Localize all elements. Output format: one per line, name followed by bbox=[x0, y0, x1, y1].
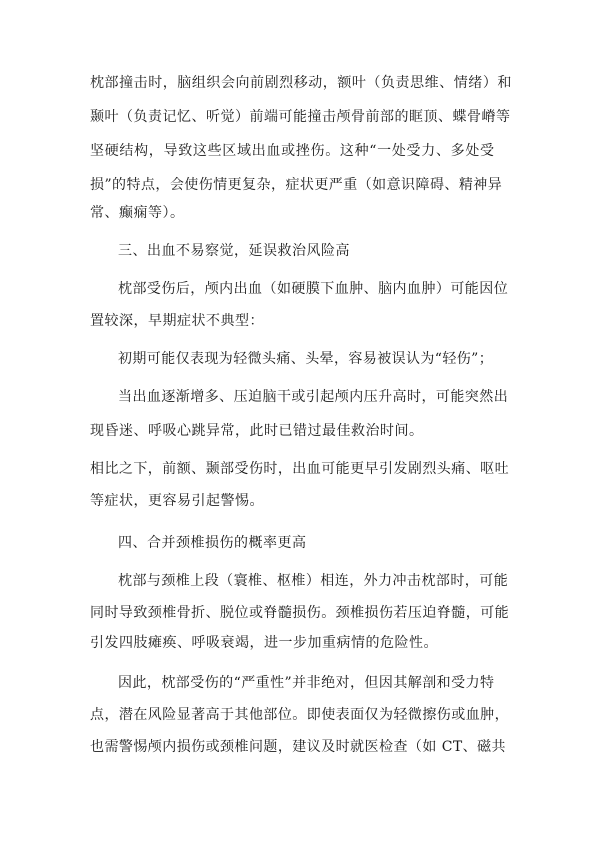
text-line: 置较深，早期症状不典型： bbox=[90, 313, 264, 329]
text-line: 初期可能仅表现为轻微头痛、头晕，容易被误认为“轻伤”； bbox=[118, 351, 494, 367]
text-line: 现昏迷、呼吸心跳异常，此时已错过最佳救治时间。 bbox=[90, 423, 424, 439]
text-line: 枕部与颈椎上段（寰椎、枢椎）相连，外力冲击枕部时，可能 bbox=[118, 573, 509, 589]
text-line: 损”的特点，会使伤情更复杂，症状更严重（如意识障碍、精神异 bbox=[90, 177, 503, 193]
text-line: 也需警惕颅内损伤或颈椎问题，建议及时就医检查（如 CT、磁共 bbox=[90, 739, 506, 755]
text-line: 枕部受伤后，颅内出血（如硬膜下血肿、脑内血肿）可能因位 bbox=[118, 281, 509, 297]
text-line: 引发四肢瘫痪、呼吸衰竭，进一步加重病情的危险性。 bbox=[90, 635, 438, 651]
text-line: 枕部撞击时，脑组织会向前剧烈移动，额叶（负责思维、情绪）和 bbox=[90, 75, 512, 91]
text-line: 坚硬结构，导致这些区域出血或挫伤。这种“一处受力、多处受 bbox=[90, 143, 495, 159]
text-line: 当出血逐渐增多、压迫脑干或引起颅内压升高时，可能突然出 bbox=[118, 389, 509, 405]
section-heading: 三、出血不易察觉，延误救治风险高 bbox=[118, 243, 350, 259]
text-line: 等症状，更容易引起警惕。 bbox=[90, 493, 264, 509]
text-line: 同时导致颈椎骨折、脱位或脊髓损伤。颈椎损伤若压迫脊髓，可能 bbox=[90, 605, 510, 621]
text-line: 常、癫痫等）。 bbox=[90, 205, 185, 221]
section-heading: 四、合并颈椎损伤的概率更高 bbox=[118, 535, 307, 551]
text-line: 点，潜在风险显著高于其他部位。即使表面仅为轻微擦伤或血肿， bbox=[90, 707, 510, 723]
text-line: 因此，枕部受伤的“严重性”并非绝对，但因其解剖和受力特 bbox=[118, 675, 495, 691]
text-line: 相比之下，前额、颞部受伤时，出血可能更早引发剧烈头痛、呕吐 bbox=[90, 461, 510, 477]
text-line: 颞叶（负责记忆、听觉）前端可能撞击颅骨前部的眶顶、蝶骨嵴等 bbox=[90, 109, 511, 125]
